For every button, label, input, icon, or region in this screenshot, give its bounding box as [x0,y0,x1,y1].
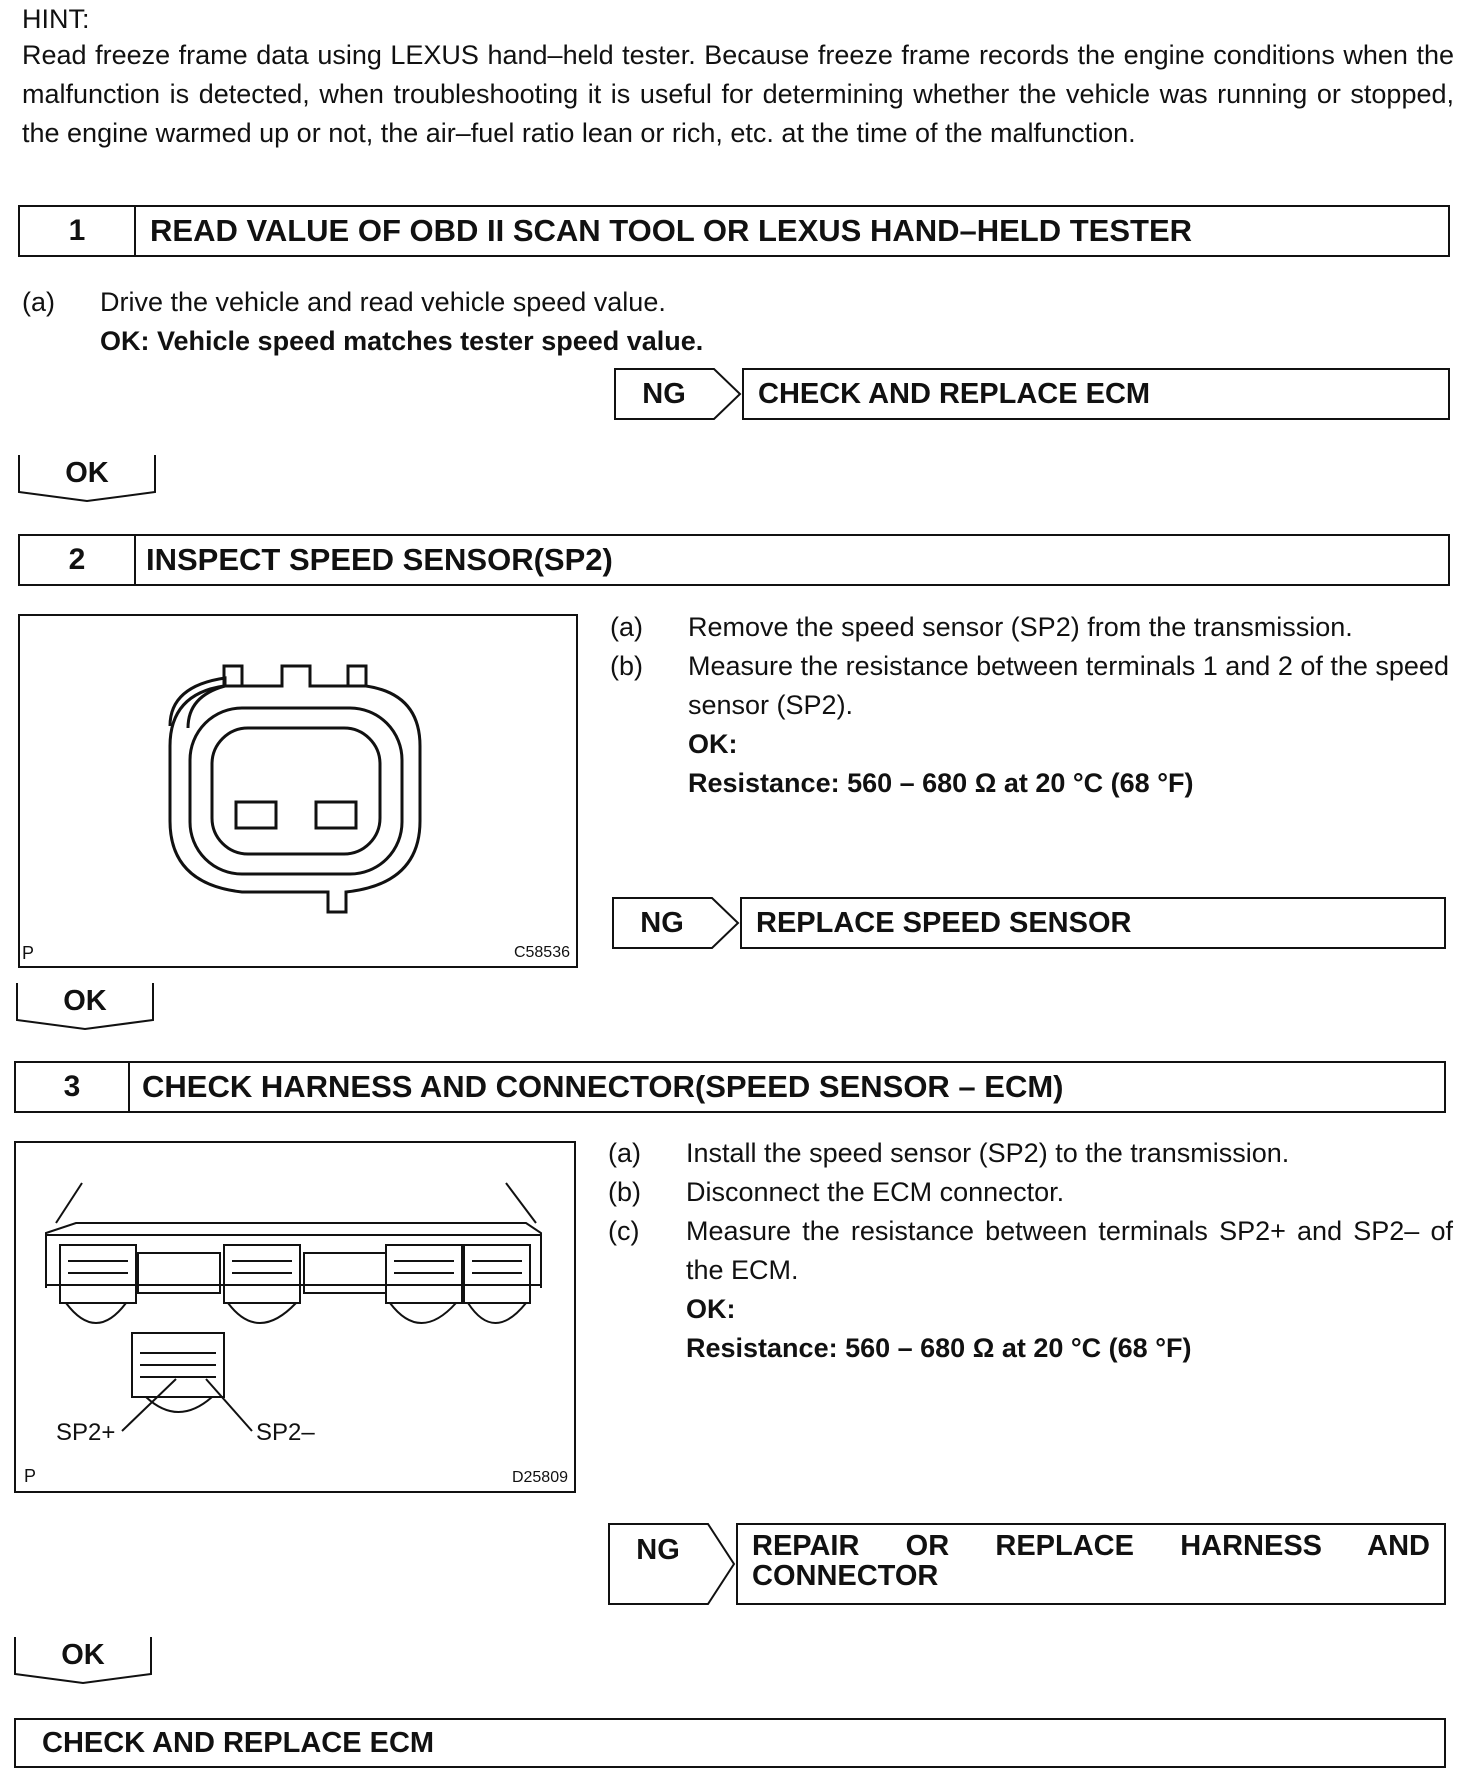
step-3-list [608,1134,1453,1368]
step-3-item-label: (a) [608,1138,641,1168]
step-3-number: 3 [16,1063,130,1111]
speed-sensor-connector-figure [18,614,578,968]
step-2-header [18,534,1450,586]
figure-code: C58536 [513,944,570,961]
step-3-ng-result [736,1523,1446,1605]
step-3-ok-label: OK [61,1638,105,1671]
step-2-item-text: Remove the speed sensor (SP2) from the transmission. [688,612,1353,642]
figure-corner-mark: P [24,1466,37,1486]
step-1-list [22,283,1422,361]
step-2-item-text: Measure the resistance between terminals 1 and 2 of the speed sensor (SP2). [688,651,1449,720]
step-3-item-text: Measure the resistance between terminals SP2+ and SP2– of the ECM. [686,1216,1453,1285]
step-1-number: 1 [20,207,136,255]
step-1-ok-spec: OK: Vehicle speed matches tester speed value. [100,326,704,356]
step-3-item-text: Install the speed sensor (SP2) to the transmission. [686,1138,1290,1168]
step-2-number: 2 [20,536,136,584]
sp2-plus-label: SP2+ [56,1419,116,1446]
step-2-ok-label: OK [63,984,107,1017]
final-action-box: CHECK AND REPLACE ECM [14,1718,1446,1768]
step-2-ng-result: REPLACE SPEED SENSOR [740,897,1446,949]
step-1-ng-result: CHECK AND REPLACE ECM [742,368,1450,420]
step-1-title: READ VALUE OF OBD II SCAN TOOL OR LEXUS HAND–HELD TESTER [150,213,1193,248]
step-3-header [14,1061,1446,1113]
step-3-ng-result-line2: CONNECTOR [752,1560,939,1592]
step-3-ng-result-line1 [752,1531,1430,1561]
step-1-item-text: Drive the vehicle and read vehicle speed value. [100,287,666,317]
sp2-minus-label: SP2– [256,1419,315,1446]
step-1-item-label: (a) [22,287,55,317]
step-2-ok-spec: Resistance: 560 – 680 Ω at 20 °C (68 °F) [688,768,1194,798]
step-2-item-label: (a) [610,612,643,642]
hint-title: HINT: [22,4,90,34]
step-2-list [610,608,1455,803]
hint-text: Read freeze frame data using LEXUS hand–held tester. Because freeze frame records the engine conditions when the malfunction is detected, when troubleshooting it is useful for determining whether the vehicle was running or stopped, the engine warmed up or not, the air–fuel ratio lean or rich, etc. at the time of the malfunction. [22,40,1454,148]
step-2-ok-heading: OK: [688,729,738,759]
step-1-header [18,205,1450,257]
step-3-item-label: (c) [608,1216,640,1246]
ng-result-line1-text: REPAIR OR REPLACE HARNESS AND [752,1530,1430,1562]
step-3-ok-spec: Resistance: 560 – 680 Ω at 20 °C (68 °F) [686,1333,1192,1363]
step-3-item-text: Disconnect the ECM connector. [686,1177,1065,1207]
step-2-title: INSPECT SPEED SENSOR(SP2) [146,542,613,577]
step-3-title: CHECK HARNESS AND CONNECTOR(SPEED SENSOR – ECM) [142,1069,1064,1104]
step-3-item-label: (b) [608,1177,641,1207]
figure-corner-mark: P [22,943,35,963]
step-3-ng-label: NG [636,1533,680,1566]
step-2-ng-label: NG [640,906,684,939]
step-1-ng-label: NG [642,377,686,410]
figure-code: D25809 [511,1469,568,1486]
step-1-ok-label: OK [65,456,109,489]
ecm-connector-figure [14,1141,576,1493]
step-3-ok-heading: OK: [686,1294,736,1324]
speed-sensor-connector-drawing [20,616,576,966]
step-2-item-label: (b) [610,651,643,681]
